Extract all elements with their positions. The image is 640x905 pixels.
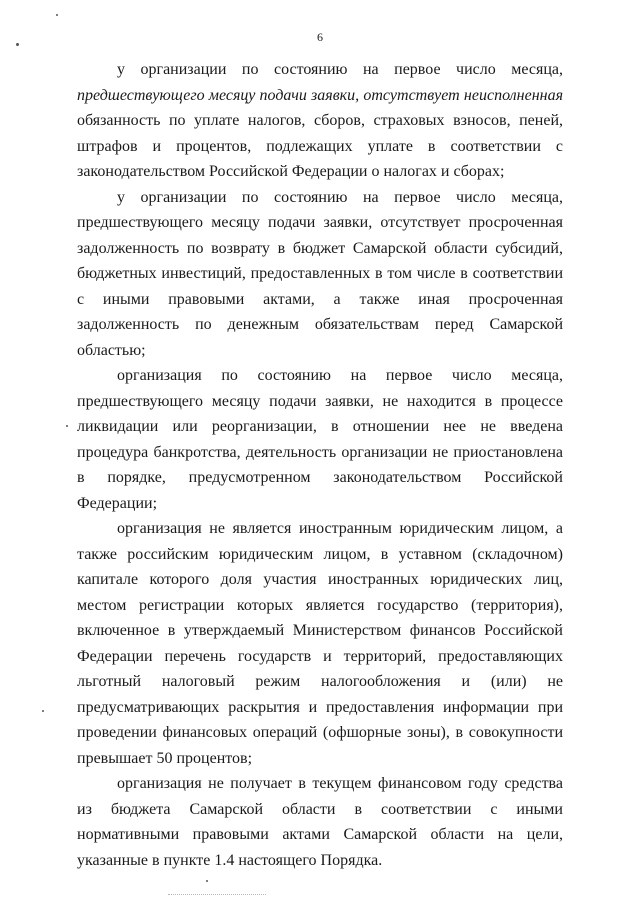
paragraph-foreign-entity: организация не является иностранным юридическим лицом, а также российским юридическим лицом, в уставном (складочном) капитале которого доля участия иностранных юридических лиц, местом регистрации которых является государство (территория), включенное в утверждаемый Министерством финансов Российской Федерации перечень государств и территорий, предоставляющих льготный налоговый режим налогообложения и (или) не предусматривающих раскрытия и предоставления информации при проведении финансовых операций (офшорные зоны), в совокупности превышает 50 процентов; bbox=[77, 520, 563, 767]
paragraph-overdue-debt: у организации по состоянию на первое число месяца, предшествующего месяцу подачи заявки, отсутствует просроченная задолженность по возврату в бюджет Самарской области субсидий, бюджетных инвестиций, предоставленных в том числе в соответствии с иными правовыми актами, а также иная просроченная задолженность по денежным обязательствам перед Самарской областью; bbox=[77, 188, 563, 359]
scan-speck bbox=[206, 880, 208, 882]
scan-speck bbox=[56, 14, 58, 16]
paragraph-text: у организации по состоянию на первое число месяца, bbox=[117, 61, 563, 78]
paragraph-text: обязанность по уплате налогов, сборов, страховых взносов, пеней, штрафов и процентов, подлежащих уплате в соответствии с законодательством Российской Федерации о налогах и сборах; bbox=[77, 112, 563, 180]
scan-speck bbox=[66, 425, 68, 427]
scan-mark bbox=[168, 894, 266, 899]
document-body bbox=[77, 57, 563, 873]
page-number: 6 bbox=[317, 30, 323, 44]
paragraph-italic-text: предшествующего месяцу подачи заявки, отсутствует неисполненная bbox=[77, 86, 563, 104]
scan-speck bbox=[42, 710, 44, 712]
paragraph-liquidation: организация по состоянию на первое число месяца, предшествующего месяцу подачи заявки, не находится в процессе ликвидации или реорганизации, в отношении нее не введена процедура банкротства, деятельность организации не приостановлена в порядке, предусмотренном законодательством Российской Федерации; bbox=[77, 367, 563, 512]
paragraph-budget-funds: организация не получает в текущем финансовом году средства из бюджета Самарской области в соответствии с иными нормативными правовыми актами Самарской области на цели, указанные в пункте 1.4 настоящего Порядка. bbox=[77, 775, 563, 869]
paragraph-tax-obligations bbox=[77, 57, 563, 185]
